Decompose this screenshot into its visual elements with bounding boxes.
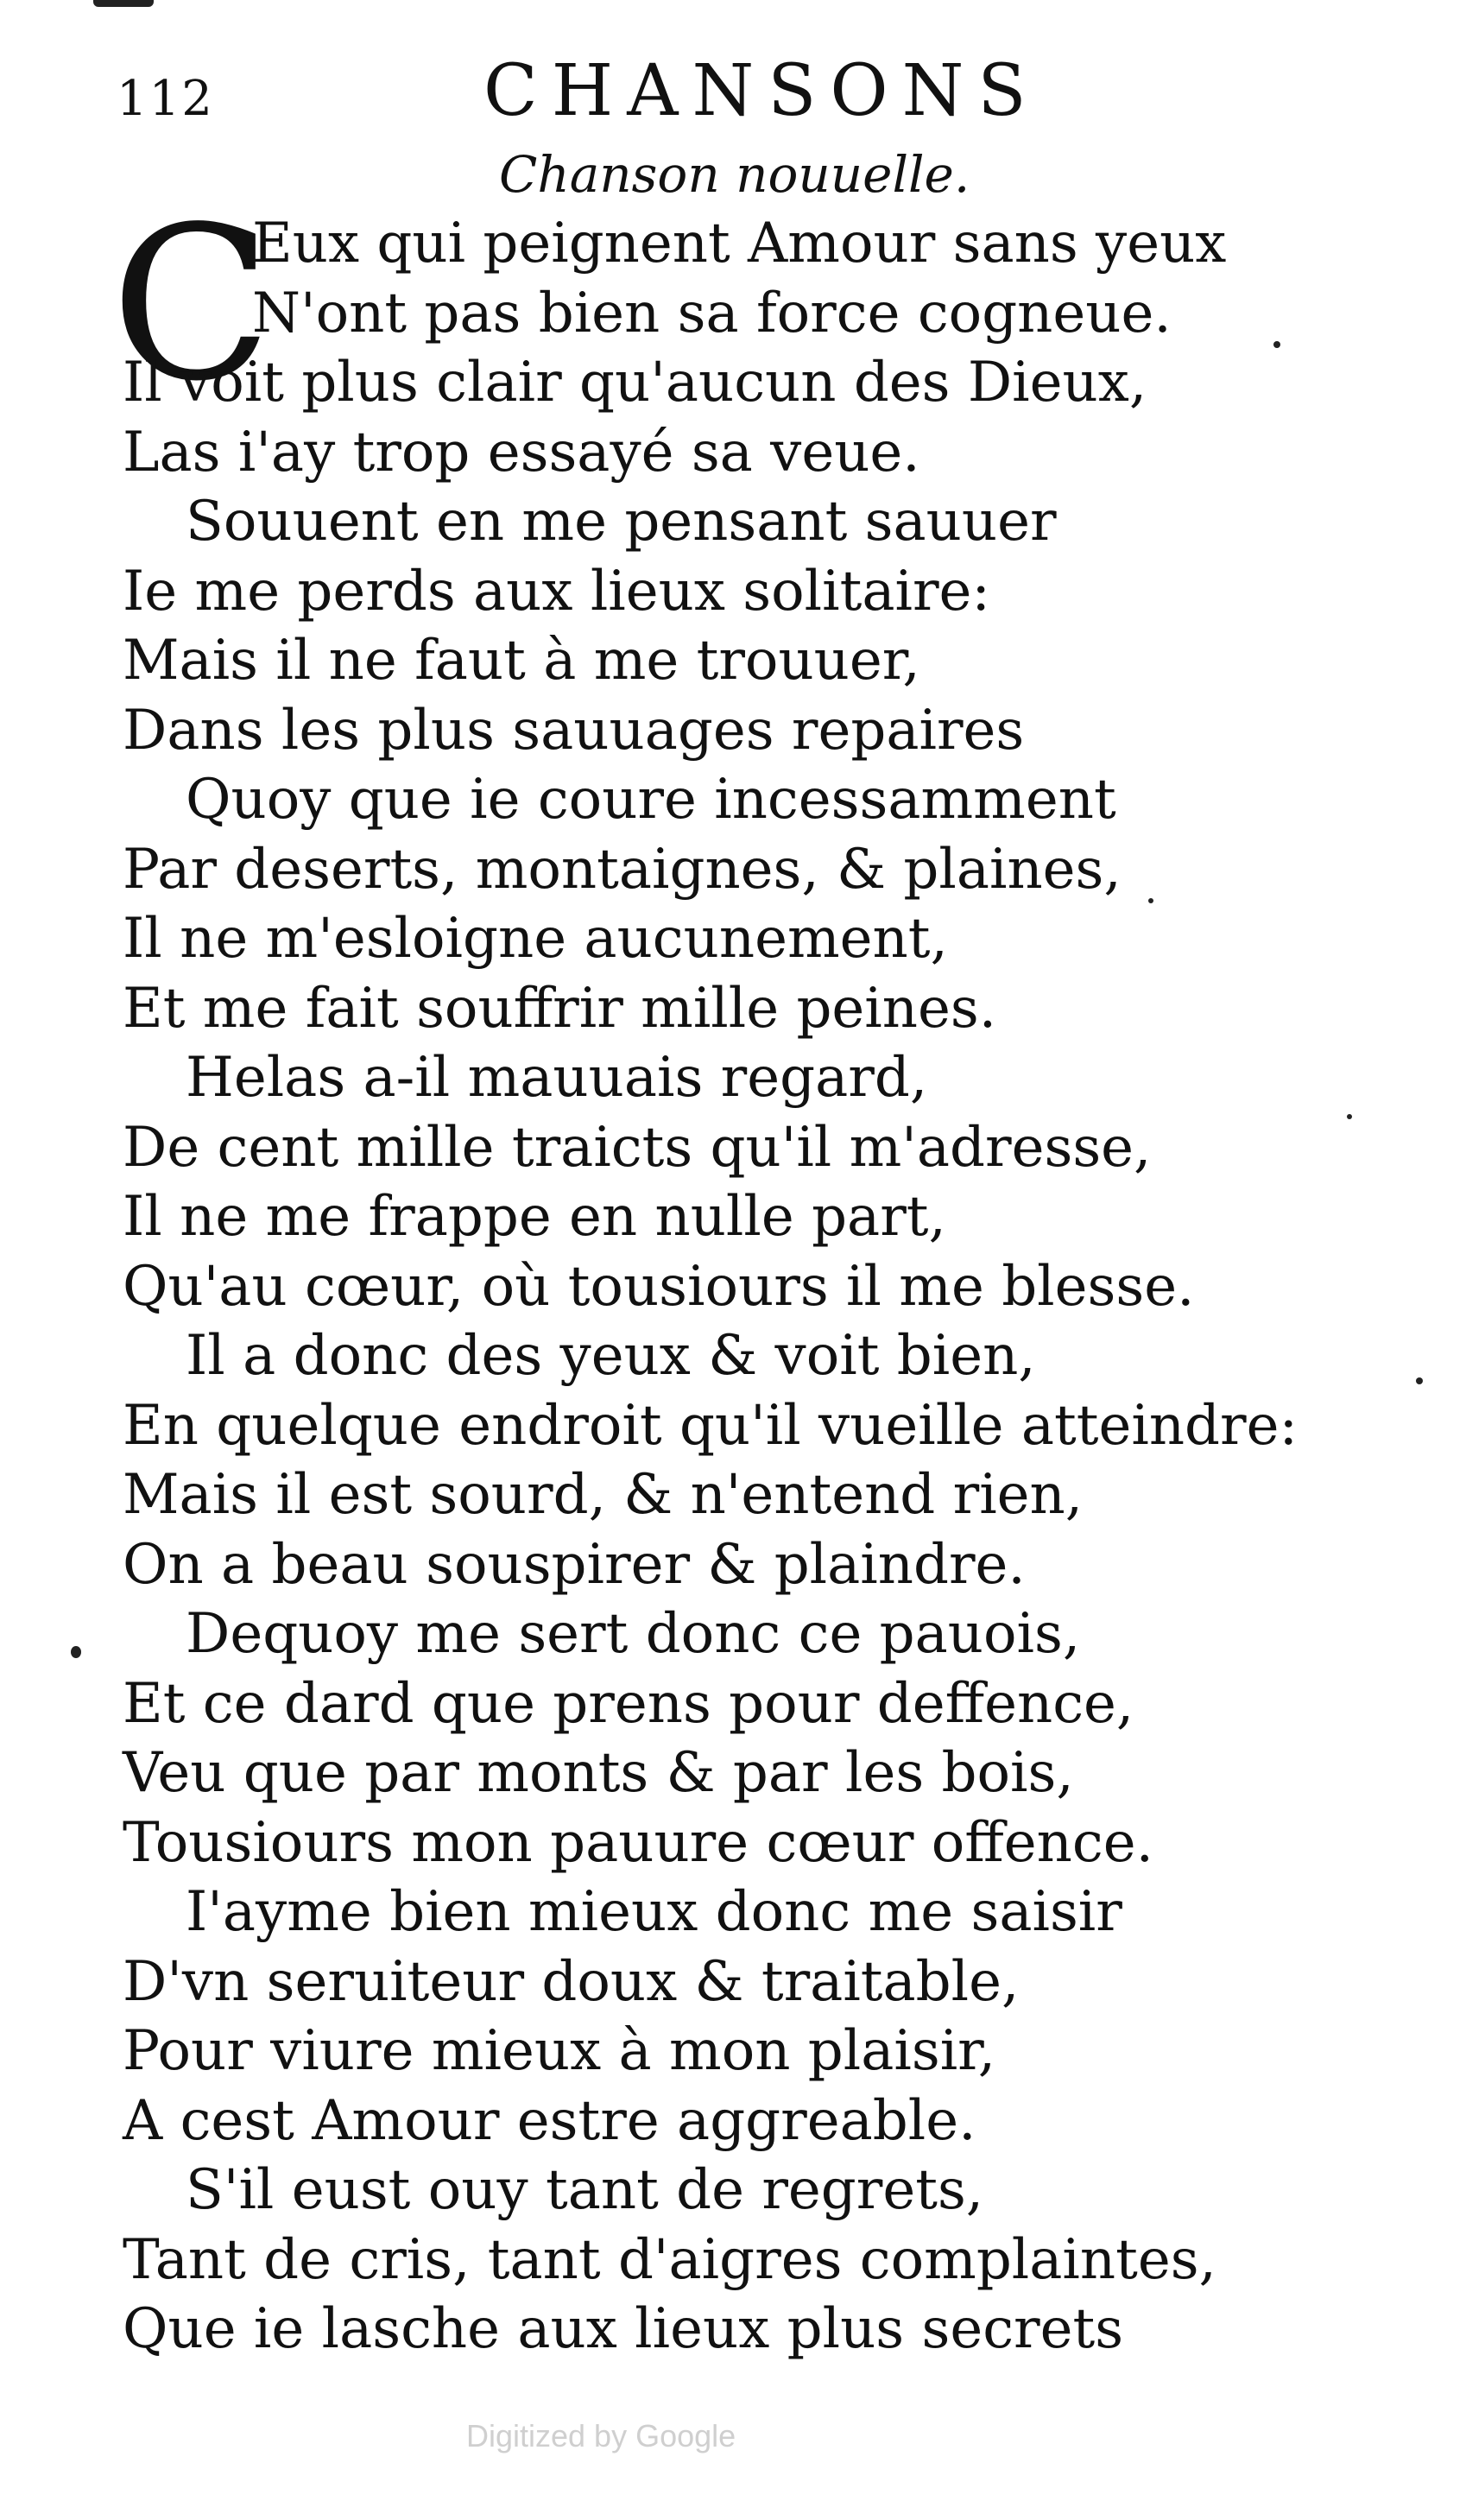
scan-speck xyxy=(1347,1114,1352,1119)
verse-line: Dans les plus sauuages repaires xyxy=(123,698,1025,763)
verse-line: D'vn seruiteur doux & traitable, xyxy=(123,1949,1020,2014)
running-head: CHANSONS xyxy=(483,50,1040,132)
verse-line: Tant de cris, tant d'aigres complaintes, xyxy=(123,2227,1216,2292)
verse-line: Il ne m'esloigne aucunement, xyxy=(123,907,948,971)
verse-line: Il voit plus clair qu'aucun des Dieux, xyxy=(123,351,1147,415)
verse-line: Mais il est sourd, & n'entend rien, xyxy=(123,1463,1084,1527)
verse-line: Ie me perds aux lieux solitaire: xyxy=(123,559,990,624)
scan-speck xyxy=(1416,1377,1423,1384)
verse-line: I'ayme bien mieux donc me saisir xyxy=(186,1880,1122,1944)
song-title: Chanson nouuelle. xyxy=(499,145,970,204)
scan-speck xyxy=(71,1646,81,1658)
drop-cap: C xyxy=(111,181,273,427)
verse-line: Las i'ay trop essayé sa veue. xyxy=(123,420,920,484)
verse-line: Et me fait souffrir mille peines. xyxy=(123,976,997,1041)
verse-line: Eux qui peignent Amour sans yeux xyxy=(252,212,1227,275)
verse-line: Par deserts, montaignes, & plaines, xyxy=(123,837,1122,902)
verse-line: Helas a-il mauuais regard, xyxy=(186,1046,928,1110)
verse-line: Il a donc des yeux & voit bien, xyxy=(186,1324,1036,1388)
verse-line: Dequoy me sert donc ce pauois, xyxy=(186,1602,1081,1666)
verse-line: Veu que par monts & par les bois, xyxy=(123,1741,1074,1805)
verse-line: Que ie lasche aux lieux plus secrets xyxy=(123,2297,1124,2361)
verse-line: A cest Amour estre aggreable. xyxy=(123,2088,976,2153)
verse-line: N'ont pas bien sa force cogneue. xyxy=(252,281,1172,345)
verse-line: Il ne me frappe en nulle part, xyxy=(123,1185,946,1249)
verse-line: On a beau souspirer & plaindre. xyxy=(123,1532,1026,1597)
digitization-watermark: Digitized by Google xyxy=(466,2418,736,2454)
scan-speck xyxy=(1273,341,1280,348)
verse-line: Tousiours mon pauure cœur offence. xyxy=(123,1810,1153,1875)
verse-line: Qu'au cœur, où tousiours il me blesse. xyxy=(123,1254,1195,1319)
verse-line: Pour viure mieux à mon plaisir, xyxy=(123,2019,996,2083)
verse-line: Mais il ne faut à me trouuer, xyxy=(123,629,920,693)
page-number: 112 xyxy=(117,71,214,127)
verse-line: Et ce dard que prens pour deffence, xyxy=(123,1671,1134,1736)
scan-speck xyxy=(1148,898,1153,903)
verse-line: En quelque endroit qu'il vueille atteindre: xyxy=(123,1393,1299,1458)
page-edge-mark xyxy=(93,0,154,7)
verse-line: S'il eust ouy tant de regrets, xyxy=(186,2158,984,2222)
verse-line: Souuent en me pensant sauuer xyxy=(186,490,1057,554)
verse-line: De cent mille traicts qu'il m'adresse, xyxy=(123,1115,1152,1180)
verse-line: Quoy que ie coure incessamment xyxy=(186,768,1116,832)
